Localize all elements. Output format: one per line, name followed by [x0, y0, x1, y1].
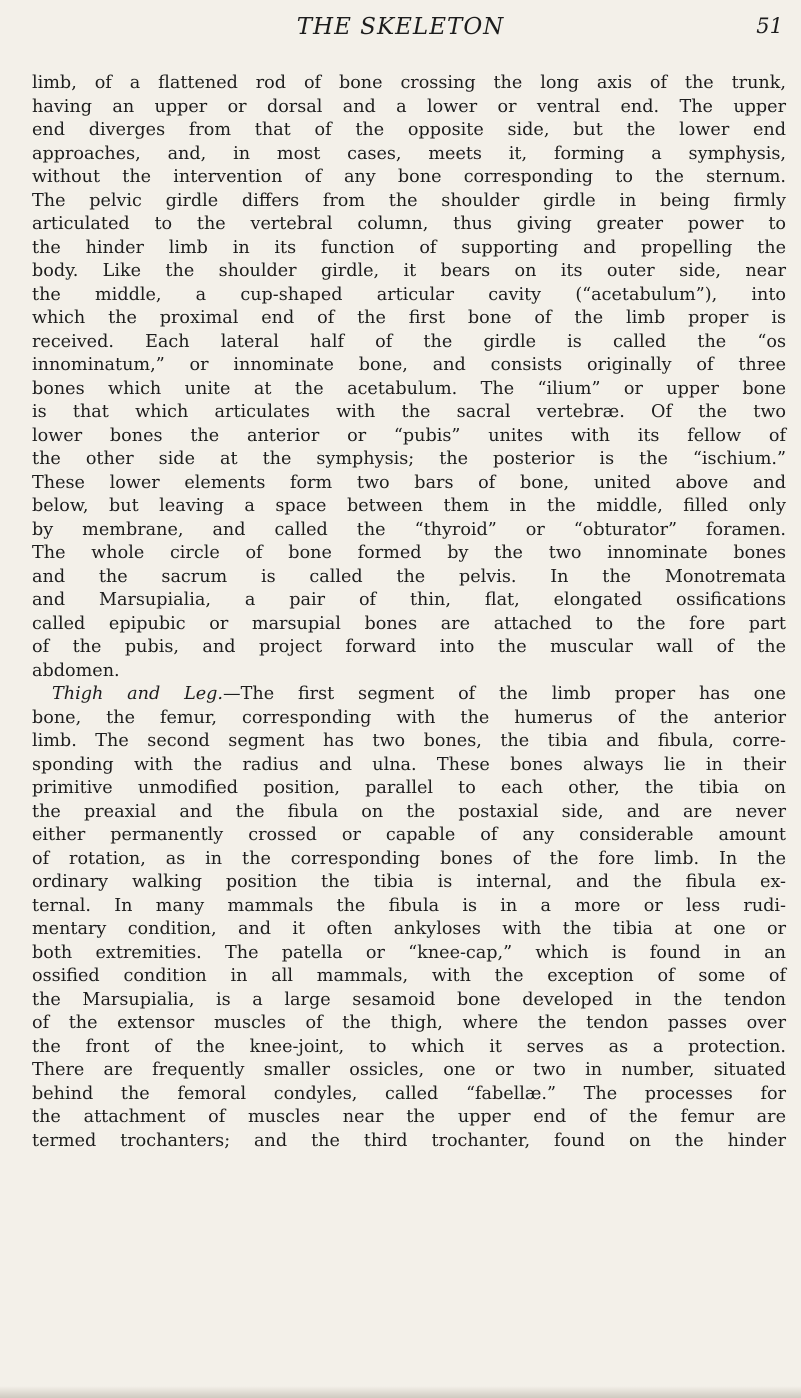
text-line: body. Like the shoulder girdle, it bears on its outer side, near	[32, 261, 786, 281]
text-line: below, but leaving a space between them in the middle, filled only	[32, 496, 786, 516]
text-line: There are frequently smaller ossicles, one or two in number, situated	[32, 1060, 786, 1080]
text-line: limb. The second segment has two bones, the tibia and fibula, corre-	[32, 731, 786, 751]
text-line: both extremities. The patella or “knee-cap,” which is found in an	[32, 942, 786, 963]
text-line: behind the femoral condyles, called “fabellæ.” The processes for	[32, 1083, 786, 1104]
text-line: end diverges from that of the opposite side, but the lower end	[32, 120, 786, 140]
section-heading: Thigh and Leg.	[52, 684, 224, 704]
text-line: the Marsupialia, is a large sesamoid bone developed in the tendon	[32, 989, 786, 1010]
section-lead: —The first segment of the limb proper has one	[223, 684, 786, 704]
text-line: the preaxial and the fibula on the postaxial side, and are never	[32, 801, 786, 822]
text-line: the hinder limb in its function of supporting and propelling the	[32, 237, 786, 258]
text-line: innominatum,” or innominate bone, and consists originally of three	[32, 355, 786, 375]
text-line: having an upper or dorsal and a lower or ventral end. The upper	[32, 96, 786, 117]
text-line	[32, 683, 786, 707]
text-line: bones which unite at the acetabulum. The “ilium” or upper bone	[32, 378, 786, 399]
page-header	[0, 12, 801, 52]
text-line: the front of the knee-joint, to which it serves as a protection.	[32, 1036, 786, 1057]
text-line: of the pubis, and project forward into the muscular wall of the	[32, 637, 786, 657]
text-line: ossified condition in all mammals, with the exception of some of	[32, 966, 786, 986]
text-line: The pelvic girdle differs from the shoulder girdle in being firmly	[32, 190, 786, 211]
text-line: bone, the femur, corresponding with the humerus of the anterior	[32, 707, 786, 728]
running-head: THE SKELETON	[296, 14, 505, 40]
text-line: The whole circle of bone formed by the two innominate bones	[32, 543, 786, 563]
text-line: which the proximal end of the first bone of the limb proper is	[32, 308, 786, 328]
text-line: received. Each lateral half of the girdle is called the “os	[32, 331, 786, 352]
text-line: articulated to the vertebral column, thus giving greater power to	[32, 214, 786, 234]
text-line: without the intervention of any bone corresponding to the sternum.	[32, 167, 786, 187]
text-line: ternal. In many mammals the fibula is in a more or less rudi-	[32, 895, 786, 916]
text-line: lower bones the anterior or “pubis” unites with its fellow of	[32, 425, 786, 446]
text-line: limb, of a flattened rod of bone crossing the long axis of the trunk,	[32, 73, 786, 93]
text-line: and the sacrum is called the pelvis. In the Monotremata	[32, 566, 786, 587]
text-line: abdomen.	[32, 660, 120, 681]
text-line: approaches, and, in most cases, meets it, forming a symphysis,	[32, 143, 786, 164]
text-line: sponding with the radius and ulna. These bones always lie in their	[32, 754, 786, 775]
page-number: 51	[756, 14, 783, 38]
text-line: of rotation, as in the corresponding bones of the fore limb. In the	[32, 848, 786, 869]
text-line: either permanently crossed or capable of any considerable amount	[32, 825, 786, 845]
body-text	[32, 72, 786, 1153]
text-line: of the extensor muscles of the thigh, where the tendon passes over	[32, 1013, 786, 1033]
text-line: and Marsupialia, a pair of thin, flat, elongated ossifications	[32, 590, 786, 610]
text-line: called epipubic or marsupial bones are attached to the fore part	[32, 613, 786, 634]
text-line: the other side at the symphysis; the posterior is the “ischium.”	[32, 449, 786, 469]
page-edge-shadow	[0, 1386, 801, 1398]
text-line: mentary condition, and it often ankyloses with the tibia at one or	[32, 919, 786, 939]
text-line: primitive unmodified position, parallel to each other, the tibia on	[32, 778, 786, 798]
text-line: These lower elements form two bars of bone, united above and	[32, 472, 786, 493]
text-line: the attachment of muscles near the upper end of the femur are	[32, 1107, 786, 1127]
text-line: is that which articulates with the sacral vertebræ. Of the two	[32, 402, 786, 422]
text-line: ordinary walking position the tibia is internal, and the fibula ex-	[32, 872, 786, 892]
text-line: termed trochanters; and the third trochanter, found on the hinder	[32, 1130, 786, 1151]
text-line: by membrane, and called the “thyroid” or “obturator” foramen.	[32, 519, 786, 540]
text-line: the middle, a cup-shaped articular cavity (“acetabulum”), into	[32, 284, 786, 305]
